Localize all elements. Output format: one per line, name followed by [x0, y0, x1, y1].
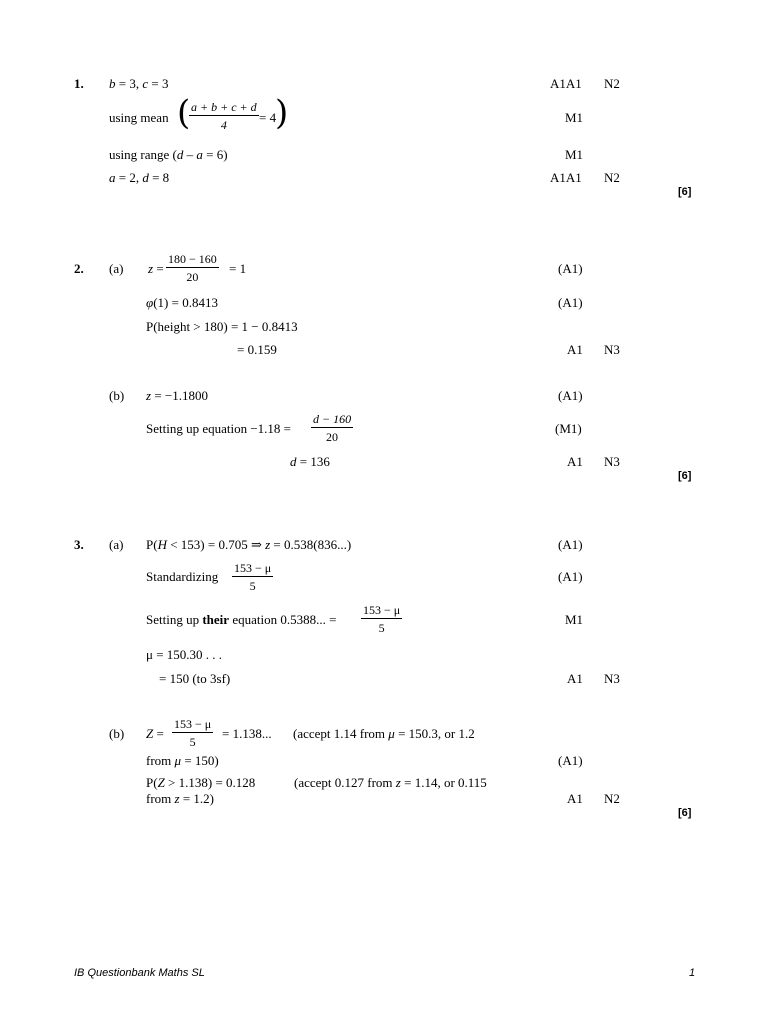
q3-b4: from z = 1.2)	[146, 791, 215, 806]
right-paren: )	[275, 93, 289, 133]
q3-b2: from μ = 150)	[146, 753, 219, 768]
q3-b1-accept: (accept 1.14 from μ = 150.3, or 1.2	[293, 726, 475, 741]
q2-a1-lhs: z =	[148, 261, 164, 276]
left-paren: (	[177, 93, 191, 133]
q1-line-1: b = 3, c = 3	[109, 76, 169, 91]
page-number: 1	[689, 967, 696, 979]
q2-b2-text: Setting up equation −1.18 =	[146, 421, 292, 436]
q3-a5-n: N3	[604, 671, 620, 686]
q3-b1-fraction: $\frac{153 - \mu}{5}$	[174, 717, 212, 749]
q1-line-1-n: N2	[604, 76, 620, 91]
q2-b1: z = −1.1800	[146, 388, 208, 403]
q3-b1-lhs: Z =	[146, 726, 164, 741]
q3-b1-result: = 1.138...	[222, 726, 272, 741]
q2-b3-n: N3	[604, 454, 620, 469]
q2-a1-fraction: $\frac{180 - 160}{20}$	[168, 252, 217, 284]
q3-a1: P(H < 153) = 0.705 ⇒ z = 0.538(836...)	[146, 537, 352, 552]
q2-total-marks: [6]	[678, 470, 692, 482]
q1-line-4-n: N2	[604, 170, 620, 185]
q2-b2-fraction: $\frac{d - 160}{20}$	[313, 412, 352, 444]
q3-a5-marks: A1	[567, 671, 583, 686]
q2-a3: P(height > 180) = 1 − 0.8413	[146, 319, 298, 334]
q2-a4-n: N3	[604, 342, 620, 357]
q2-a2: φ(1) = 0.8413	[146, 295, 218, 310]
q3-a5: = 150 (to 3sf)	[159, 671, 231, 686]
q2-part-b-label: (b)	[109, 388, 125, 403]
q3-b4-marks: A1	[567, 791, 583, 806]
q1-line-2-text: using mean	[109, 110, 169, 125]
q3-a3-text: Setting up their equation 0.5388... =	[146, 612, 337, 627]
q3-a2-marks: (A1)	[558, 569, 583, 584]
q1-mean-fraction: $\frac{a + b + c + d}{4}$	[191, 100, 257, 132]
q3-a3-marks: M1	[565, 612, 584, 627]
q2-part-a-label: (a)	[109, 261, 124, 276]
q1-line-1-marks: A1A1	[550, 76, 582, 91]
q3-total-marks: [6]	[678, 807, 692, 819]
q3-a4: μ = 150.30 . . .	[146, 647, 223, 662]
q2-a2-marks: (A1)	[558, 295, 583, 310]
q3-a2-fraction: $\frac{153 - \mu}{5}$	[234, 561, 272, 593]
q3-b2-marks: (A1)	[558, 753, 583, 768]
q3-b3-accept: (accept 0.127 from z = 1.14, or 0.115	[294, 775, 487, 790]
question-1-number: 1.	[74, 76, 84, 91]
q2-b3-marks: A1	[567, 454, 583, 469]
q3-b3: P(Z > 1.138) = 0.128	[146, 775, 256, 790]
q3-a3-fraction: $\frac{153 - \mu}{5}$	[363, 603, 401, 635]
footer-source: IB Questionbank Maths SL	[74, 967, 205, 979]
q3-a1-marks: (A1)	[558, 537, 583, 552]
q1-line-3: using range (d – a = 6)	[109, 147, 228, 162]
q3-a2-text: Standardizing	[146, 569, 219, 584]
q1-line-2-eq: = 4	[259, 110, 277, 125]
q2-a4-marks: A1	[567, 342, 583, 357]
question-2-number: 2.	[74, 261, 84, 276]
q1-line-2-marks: M1	[565, 110, 584, 125]
q2-b2-marks: (M1)	[555, 421, 582, 436]
q3-part-a-label: (a)	[109, 537, 124, 552]
q1-line-3-marks: M1	[565, 147, 584, 162]
q2-a1-result: = 1	[229, 261, 247, 276]
q2-b1-marks: (A1)	[558, 388, 583, 403]
q3-b4-n: N2	[604, 791, 620, 806]
q1-line-4-marks: A1A1	[550, 170, 582, 185]
q1-line-4: a = 2, d = 8	[109, 170, 170, 185]
q2-a4: = 0.159	[237, 342, 277, 357]
q3-part-b-label: (b)	[109, 726, 125, 741]
q2-a1-marks: (A1)	[558, 261, 583, 276]
q1-total-marks: [6]	[678, 186, 692, 198]
question-3-number: 3.	[74, 537, 84, 552]
q2-b3: d = 136	[290, 454, 330, 469]
